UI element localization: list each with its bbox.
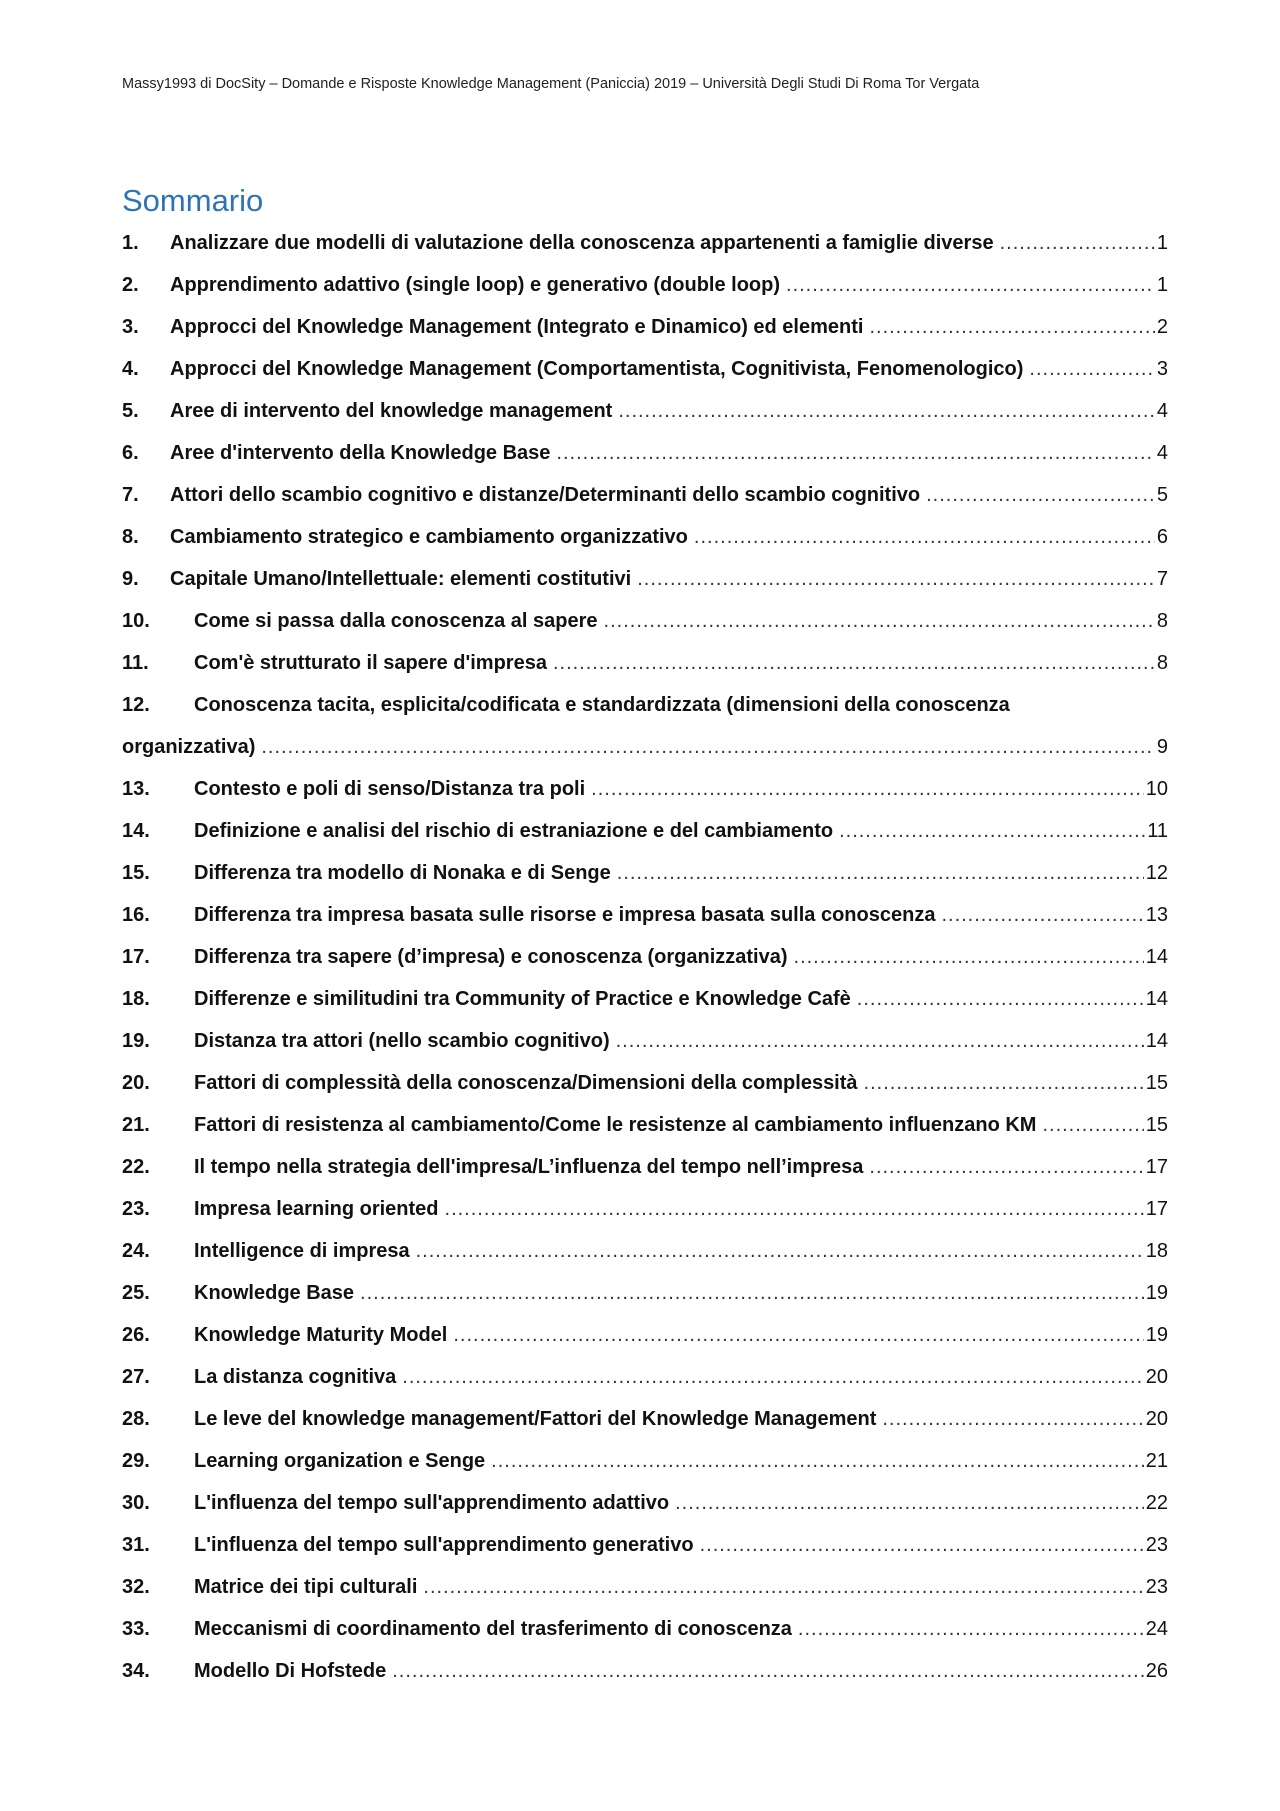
toc-entry-number: 1. <box>122 231 139 254</box>
toc-entry-page[interactable]: 7 <box>1156 567 1168 590</box>
toc-entry-number: 19. <box>122 1029 150 1052</box>
toc-entry-title-continued[interactable]: organizzativa) <box>122 735 256 758</box>
toc-leader-dots <box>604 610 1155 633</box>
toc-entry-page[interactable]: 15 <box>1145 1113 1168 1136</box>
toc-entry-title[interactable]: Distanza tra attori (nello scambio cognitivo) <box>194 1029 610 1052</box>
toc-entry-page[interactable]: 9 <box>1156 735 1168 758</box>
toc-entry-title[interactable]: Analizzare due modelli di valutazione della conoscenza appartenenti a famiglie diverse <box>170 231 994 254</box>
toc-entry-title[interactable]: Conoscenza tacita, esplicita/codificata e standardizzata (dimensioni della conoscenza <box>194 693 1010 716</box>
toc-entry-page[interactable]: 20 <box>1145 1365 1168 1388</box>
toc-entry-number: 16. <box>122 903 150 926</box>
toc-leader-dots <box>416 1240 1144 1263</box>
toc-entry[interactable] <box>122 600 1168 642</box>
toc-entry-number: 32. <box>122 1575 150 1598</box>
toc-entry-title[interactable]: Differenza tra sapere (d’impresa) e conoscenza (organizzativa) <box>194 945 788 968</box>
toc-leader-dots <box>794 946 1144 969</box>
toc-entry-page[interactable]: 1 <box>1156 231 1168 254</box>
toc-entry-number: 20. <box>122 1071 150 1094</box>
toc-entry[interactable] <box>122 768 1168 810</box>
toc-leader-dots <box>616 1030 1144 1053</box>
toc-entry-page[interactable]: 2 <box>1156 315 1168 338</box>
toc-entry[interactable] <box>122 1062 1168 1104</box>
toc-entry-number: 23. <box>122 1197 150 1220</box>
toc-leader-dots <box>857 988 1144 1011</box>
toc-entry-number: 30. <box>122 1491 150 1514</box>
toc-leader-dots <box>869 1156 1143 1179</box>
toc-entry-page[interactable]: 4 <box>1156 441 1168 464</box>
toc-entry[interactable] <box>122 1650 1168 1692</box>
toc-entry-page[interactable]: 14 <box>1145 945 1168 968</box>
toc-entry-number: 3. <box>122 315 139 338</box>
toc-entry-title[interactable]: Fattori di complessità della conoscenza/Dimensioni della complessità <box>194 1071 858 1094</box>
toc-entry-page[interactable]: 12 <box>1145 861 1168 884</box>
toc-leader-dots <box>1000 232 1155 255</box>
toc-entry-title[interactable]: Fattori di resistenza al cambiamento/Come le resistenze al cambiamento influenzano KM <box>194 1113 1037 1136</box>
toc-entry-number: 31. <box>122 1533 150 1556</box>
toc-entry[interactable] <box>122 642 1168 684</box>
toc-entry-title[interactable]: Aree d'intervento della Knowledge Base <box>170 441 551 464</box>
toc-entry-number: 28. <box>122 1407 150 1430</box>
toc-entry-number: 17. <box>122 945 150 968</box>
toc-leader-dots <box>637 568 1155 591</box>
toc-leader-dots <box>591 778 1144 801</box>
toc-entry[interactable] <box>122 1104 1168 1146</box>
toc-entry-number: 8. <box>122 525 139 548</box>
toc-entry[interactable] <box>122 1440 1168 1482</box>
toc-entry-title[interactable]: Differenze e similitudini tra Community of Practice e Knowledge Cafè <box>194 987 851 1010</box>
toc-entry[interactable] <box>122 684 1168 768</box>
toc-entry-page[interactable]: 17 <box>1145 1197 1168 1220</box>
toc-entry-title[interactable]: Meccanismi di coordinamento del trasferimento di conoscenza <box>194 1617 792 1640</box>
toc-leader-dots <box>869 316 1154 339</box>
toc-leader-dots <box>864 1072 1144 1095</box>
toc-entry-title[interactable]: Intelligence di impresa <box>194 1239 410 1262</box>
toc-entry-title[interactable]: Contesto e poli di senso/Distanza tra poli <box>194 777 586 800</box>
toc-entry[interactable] <box>122 852 1168 894</box>
toc-entry-page[interactable]: 11 <box>1147 819 1168 842</box>
toc-entry[interactable] <box>122 390 1168 432</box>
toc-entry-title[interactable]: Aree di intervento del knowledge management <box>170 399 613 422</box>
toc-entry-title[interactable]: Matrice dei tipi culturali <box>194 1575 418 1598</box>
toc-entry-number: 9. <box>122 567 139 590</box>
toc-entry[interactable] <box>122 306 1168 348</box>
page-header: Massy1993 di DocSity – Domande e Risposte Knowledge Management (Paniccia) 2019 – Università Degli Studi Di Roma Tor Vergata <box>122 76 980 92</box>
toc-entry-page[interactable]: 19 <box>1145 1323 1168 1346</box>
toc-entry[interactable] <box>122 1398 1168 1440</box>
toc-entry-number: 21. <box>122 1113 150 1136</box>
toc-entry-number: 7. <box>122 483 139 506</box>
toc-entry-page[interactable]: 18 <box>1145 1239 1168 1262</box>
toc-entry-number: 6. <box>122 441 139 464</box>
toc-entry-page[interactable]: 8 <box>1156 609 1168 632</box>
toc-entry[interactable] <box>122 558 1168 600</box>
toc-entry-page[interactable]: 6 <box>1156 525 1168 548</box>
toc-entry[interactable] <box>122 1272 1168 1314</box>
toc-entry-page[interactable]: 23 <box>1145 1533 1168 1556</box>
toc-entry-title[interactable]: L'influenza del tempo sull'apprendimento generativo <box>194 1533 694 1556</box>
toc-entry[interactable] <box>122 348 1168 390</box>
toc-entry-number: 5. <box>122 399 139 422</box>
toc-entry-title[interactable]: La distanza cognitiva <box>194 1365 397 1388</box>
toc-entry-page[interactable]: 4 <box>1156 399 1168 422</box>
toc-entry-number: 10. <box>122 609 150 632</box>
toc-entry-title[interactable]: Modello Di Hofstede <box>194 1659 387 1682</box>
toc-leader-dots <box>453 1324 1143 1347</box>
toc-entry-title[interactable]: Le leve del knowledge management/Fattori del Knowledge Management <box>194 1407 877 1430</box>
toc-leader-dots <box>882 1408 1143 1431</box>
toc-entry-title[interactable]: L'influenza del tempo sull'apprendimento adattivo <box>194 1491 670 1514</box>
toc-entry[interactable] <box>122 432 1168 474</box>
toc-entry-page[interactable]: 24 <box>1145 1617 1168 1640</box>
toc-entry-number: 29. <box>122 1449 150 1472</box>
toc-leader-dots <box>786 274 1155 297</box>
toc-leader-dots <box>553 652 1155 675</box>
toc-entry-page[interactable]: 20 <box>1145 1407 1168 1430</box>
toc-entry[interactable] <box>122 936 1168 978</box>
toc-leader-dots <box>839 820 1145 843</box>
toc-leader-dots <box>926 484 1155 507</box>
toc-entry-title[interactable]: Knowledge Maturity Model <box>194 1323 448 1346</box>
toc-entry-number: 13. <box>122 777 150 800</box>
toc-entry-title[interactable]: Attori dello scambio cognitivo e distanze/Determinanti dello scambio cognitivo <box>170 483 921 506</box>
toc-entry-page[interactable]: 14 <box>1145 1029 1168 1052</box>
toc-entry-number: 24. <box>122 1239 150 1262</box>
toc-entry-page[interactable]: 13 <box>1145 903 1168 926</box>
toc-leader-dots <box>491 1450 1144 1473</box>
toc-entry-number: 11. <box>122 651 149 674</box>
toc-entry[interactable] <box>122 222 1168 264</box>
toc-entry-number: 2. <box>122 273 139 296</box>
toc-entry-title[interactable]: Differenza tra modello di Nonaka e di Senge <box>194 861 611 884</box>
toc-entry-title[interactable]: Approcci del Knowledge Management (Comportamentista, Cognitivista, Fenomenologico) <box>170 357 1024 380</box>
toc-entry[interactable] <box>122 264 1168 306</box>
toc-entry-number: 14. <box>122 819 150 842</box>
toc-entry-title[interactable]: Capitale Umano/Intellettuale: elementi costitutivi <box>170 567 632 590</box>
toc-entry-number: 15. <box>122 861 150 884</box>
toc-entry-page[interactable]: 3 <box>1156 357 1168 380</box>
toc-leader-dots <box>445 1198 1144 1221</box>
toc-entry-page[interactable]: 26 <box>1145 1659 1168 1682</box>
toc-leader-dots <box>941 904 1143 927</box>
toc-entry-title[interactable]: Knowledge Base <box>194 1281 355 1304</box>
toc-entry[interactable] <box>122 474 1168 516</box>
toc-entry-page[interactable]: 23 <box>1145 1575 1168 1598</box>
toc-entry-number: 18. <box>122 987 150 1010</box>
toc-entry[interactable] <box>122 1188 1168 1230</box>
toc-leader-dots <box>1042 1114 1143 1137</box>
toc-entry-title[interactable]: Come si passa dalla conoscenza al sapere <box>194 609 598 632</box>
toc-entry-number: 33. <box>122 1617 150 1640</box>
toc-entry-page[interactable]: 5 <box>1156 483 1168 506</box>
toc-leader-dots <box>423 1576 1143 1599</box>
toc-title: Sommario <box>122 183 264 218</box>
toc-entry[interactable] <box>122 1230 1168 1272</box>
toc-leader-dots <box>617 862 1144 885</box>
toc-entry-page[interactable]: 21 <box>1145 1449 1168 1472</box>
toc-entry[interactable] <box>122 1146 1168 1188</box>
toc-leader-dots <box>618 400 1155 423</box>
toc-entry-number: 34. <box>122 1659 150 1682</box>
toc-entry[interactable] <box>122 978 1168 1020</box>
toc-entry-title[interactable]: Il tempo nella strategia dell'impresa/L’influenza del tempo nell’impresa <box>194 1155 864 1178</box>
toc-leader-dots <box>798 1618 1144 1641</box>
toc-entry[interactable] <box>122 516 1168 558</box>
toc-entry-title[interactable]: Differenza tra impresa basata sulle risorse e impresa basata sulla conoscenza <box>194 903 936 926</box>
toc-entry-page[interactable]: 14 <box>1145 987 1168 1010</box>
toc-leader-dots <box>675 1492 1144 1515</box>
toc-entry-title[interactable]: Learning organization e Senge <box>194 1449 486 1472</box>
toc-entry-page[interactable]: 17 <box>1145 1155 1168 1178</box>
toc-entry-number: 22. <box>122 1155 150 1178</box>
toc-leader-dots <box>700 1534 1144 1557</box>
toc-leader-dots <box>360 1282 1144 1305</box>
toc-entry-page[interactable]: 19 <box>1145 1281 1168 1304</box>
toc-leader-dots <box>392 1660 1144 1683</box>
toc-entry[interactable] <box>122 1314 1168 1356</box>
toc-leader-dots <box>694 526 1155 549</box>
toc-entry-page[interactable]: 1 <box>1156 273 1168 296</box>
toc-entry[interactable] <box>122 894 1168 936</box>
toc-entry[interactable] <box>122 1608 1168 1650</box>
toc-entry-number: 27. <box>122 1365 150 1388</box>
toc-entry-title[interactable]: Approcci del Knowledge Management (Integrato e Dinamico) ed elementi <box>170 315 864 338</box>
toc-leader-dots <box>261 736 1155 759</box>
toc-entry[interactable] <box>122 1020 1168 1062</box>
toc-entry[interactable] <box>122 1566 1168 1608</box>
toc-entry-title[interactable]: Definizione e analisi del rischio di estraniazione e del cambiamento <box>194 819 834 842</box>
toc-entry-title[interactable]: Apprendimento adattivo (single loop) e generativo (double loop) <box>170 273 781 296</box>
toc-entry-number: 12. <box>122 693 150 716</box>
toc-entry-page[interactable]: 15 <box>1145 1071 1168 1094</box>
toc-entry[interactable] <box>122 810 1168 852</box>
toc-leader-dots <box>556 442 1154 465</box>
toc-entry[interactable] <box>122 1482 1168 1524</box>
toc-entry-title[interactable]: Com'è strutturato il sapere d'impresa <box>194 651 547 674</box>
toc-entry-title[interactable]: Impresa learning oriented <box>194 1197 439 1220</box>
toc-entry-number: 26. <box>122 1323 150 1346</box>
table-of-contents <box>122 222 1168 1692</box>
toc-entry-number: 25. <box>122 1281 150 1304</box>
toc-entry-title[interactable]: Cambiamento strategico e cambiamento organizzativo <box>170 525 688 548</box>
toc-leader-dots <box>402 1366 1143 1389</box>
toc-entry-page[interactable]: 22 <box>1145 1491 1168 1514</box>
toc-entry[interactable] <box>122 1524 1168 1566</box>
toc-leader-dots <box>1029 358 1154 381</box>
toc-entry-page[interactable]: 8 <box>1156 651 1168 674</box>
toc-entry-page[interactable]: 10 <box>1145 777 1168 800</box>
toc-entry[interactable] <box>122 1356 1168 1398</box>
toc-entry-number: 4. <box>122 357 139 380</box>
